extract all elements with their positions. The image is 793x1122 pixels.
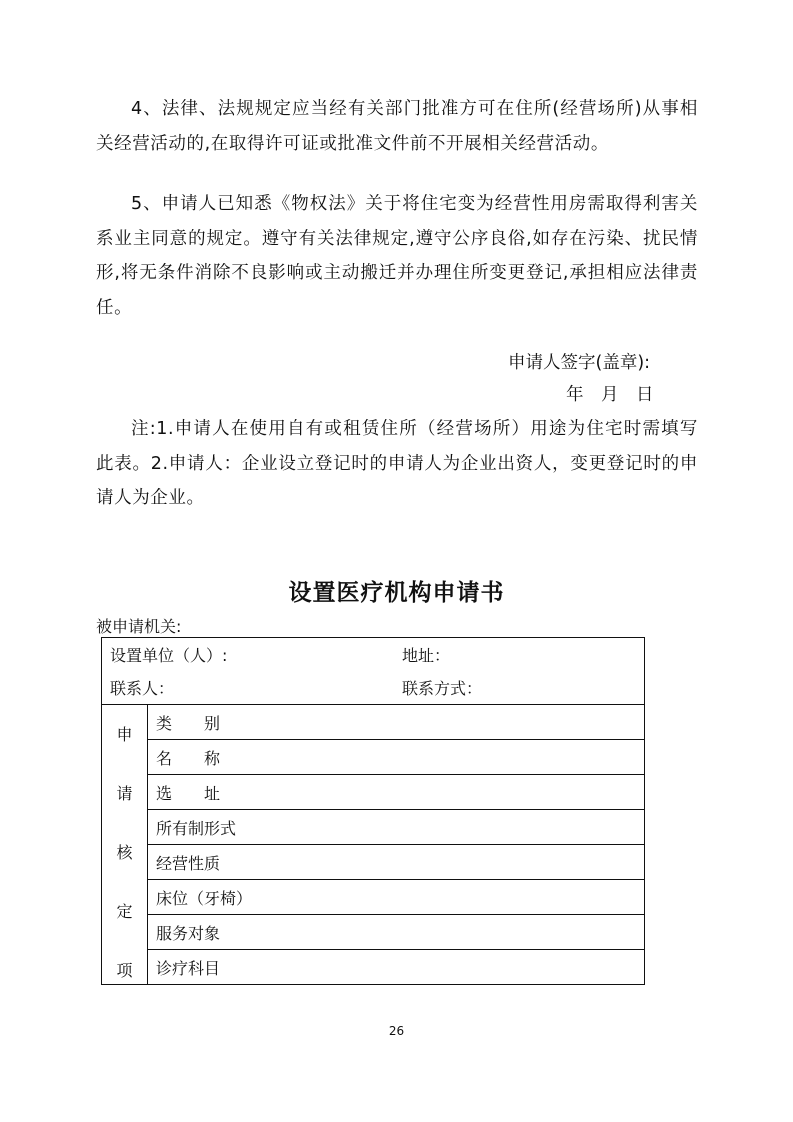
treatment-subjects-label: 诊疗科目 xyxy=(148,950,645,985)
clause-4-paragraph: 4、法律、法规规定应当经有关部门批准方可在住所(经营场所)从事相关经营活动的,在取得许可证或批准文件前不开展相关经营活动。 xyxy=(96,99,698,154)
ownership-label: 所有制形式 xyxy=(148,810,645,845)
form-item-row xyxy=(102,950,645,985)
category-label: 类 别 xyxy=(148,705,645,740)
contact-row xyxy=(102,671,645,705)
form-item-row xyxy=(102,740,645,775)
business-nature-label: 经营性质 xyxy=(148,845,645,880)
unit-address-row xyxy=(102,638,645,672)
form-item-row xyxy=(102,810,645,845)
address-label: 地址： xyxy=(402,646,451,665)
recipient-authority-label: 被申请机关: xyxy=(96,617,182,636)
vertical-heading-char: 请 xyxy=(116,784,133,803)
form-item-row xyxy=(102,775,645,810)
vertical-heading-cell xyxy=(102,705,148,985)
form-item-row xyxy=(102,845,645,880)
applicant-signature-label: 申请人签字(盖章): xyxy=(508,353,651,373)
service-target-label: 服务对象 xyxy=(148,915,645,950)
name-label: 名 称 xyxy=(148,740,645,775)
page-number: 26 xyxy=(388,1024,405,1038)
contact-person-label: 联系人： xyxy=(110,679,175,698)
form-item-row xyxy=(102,915,645,950)
application-form-table xyxy=(101,637,645,985)
form-item-row xyxy=(102,705,645,740)
contact-method-label: 联系方式： xyxy=(402,679,483,698)
clause-5-paragraph: 5、申请人已知悉《物权法》关于将住宅变为经营性用房需取得利害关系业主同意的规定。遵守有关法律规定,遵守公序良俗,如存在污染、扰民情形,将无条件消除不良影响或主动搬迁并办理住所变更登记,承担相应法律责任。 xyxy=(96,194,698,318)
vertical-heading-char: 核 xyxy=(116,843,133,862)
signature-date-label: 年 月 日 xyxy=(566,385,654,405)
vertical-heading-char: 定 xyxy=(116,902,133,921)
vertical-heading-char: 申 xyxy=(116,725,133,744)
form-title: 设置医疗机构申请书 xyxy=(288,580,505,606)
beds-label: 床位（牙椅） xyxy=(148,880,645,915)
vertical-heading-char: 项 xyxy=(116,961,133,980)
setup-unit-label: 设置单位（人）: xyxy=(110,646,228,665)
form-item-row xyxy=(102,880,645,915)
note-paragraph: 注:1.申请人在使用自有或租赁住所（经营场所）用途为住宅时需填写此表。2.申请人：企业设立登记时的申请人为企业出资人，变更登记时的申请人为企业。 xyxy=(96,419,698,508)
site-label: 选 址 xyxy=(148,775,645,810)
